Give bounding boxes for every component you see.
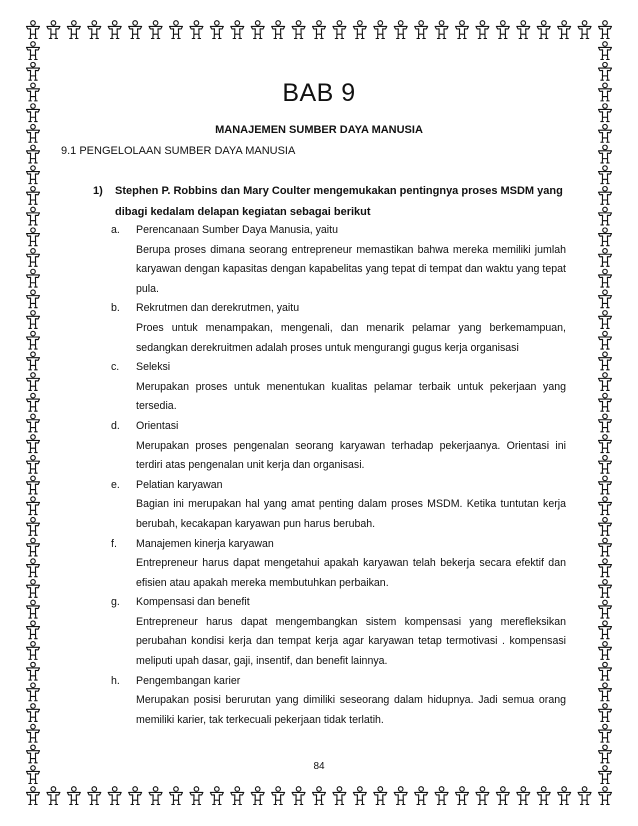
stick-figure-icon xyxy=(27,621,40,639)
item-marker: g. xyxy=(111,596,120,609)
list-item xyxy=(111,299,566,358)
stick-figure-icon xyxy=(496,787,509,805)
stick-figure-icon xyxy=(353,787,366,805)
stick-figure-icon xyxy=(374,21,387,39)
stick-figure-icon xyxy=(27,724,40,742)
stick-figure-icon xyxy=(599,187,612,205)
stick-figure-icon xyxy=(27,269,40,287)
stick-figure-icon xyxy=(88,21,101,39)
stick-figure-icon xyxy=(578,787,591,805)
stick-figure-icon xyxy=(558,787,571,805)
stick-figure-icon xyxy=(27,249,40,267)
item-title: Perencanaan Sumber Daya Manusia, yaitu xyxy=(136,224,338,236)
list-item xyxy=(111,672,566,731)
stick-figure-icon xyxy=(599,787,612,805)
stick-figure-icon xyxy=(210,21,223,39)
stick-figure-icon xyxy=(190,21,203,39)
item-marker: b. xyxy=(111,302,120,315)
list-item xyxy=(111,358,566,417)
stick-figure-icon xyxy=(27,662,40,680)
point-number: 1) xyxy=(93,185,103,197)
chapter-heading: BAB 9 xyxy=(282,79,356,107)
stick-figure-icon xyxy=(599,476,612,494)
stick-figure-icon xyxy=(231,21,244,39)
stick-figure-icon xyxy=(27,642,40,660)
stick-figure-icon xyxy=(435,787,448,805)
item-marker: e. xyxy=(111,478,120,491)
stick-figure-icon xyxy=(27,228,40,246)
item-marker: f. xyxy=(111,537,117,550)
stick-figure-icon xyxy=(292,787,305,805)
section-heading: 9.1 PENGELOLAAN SUMBER DAYA MANUSIA xyxy=(61,145,296,157)
stick-figure-icon xyxy=(517,787,530,805)
stick-figure-icon xyxy=(27,476,40,494)
item-description: Bagian ini merupakan hal yang amat penting dalam proses MSDM. Ketika tuntutan kerja berubah, kecakapan karyawan pun harus berubah. xyxy=(136,498,566,530)
stick-figure-icon xyxy=(496,21,509,39)
stick-figure-icon xyxy=(394,787,407,805)
stick-figure-icon xyxy=(599,662,612,680)
stick-figure-icon xyxy=(27,373,40,391)
stick-figure-icon xyxy=(27,331,40,349)
stick-figure-icon xyxy=(47,21,60,39)
stick-figure-icon xyxy=(27,517,40,535)
item-description: Merupakan proses untuk menentukan kualitas pelamar terbaik untuk pekerjaan yang tersedia. xyxy=(136,380,566,413)
stick-figure-icon xyxy=(27,145,40,163)
stick-figure-icon xyxy=(149,787,162,805)
item-description: Merupakan posisi berurutan yang dimiliki seseorang dalam hidupnya. Jadi semua orang memiliki karier, tak terkecuali pekerjaan tidak terlatih. xyxy=(136,694,566,726)
stick-figure-icon xyxy=(374,787,387,805)
stick-figure-icon xyxy=(599,269,612,287)
stick-figure-icon xyxy=(394,21,407,39)
stick-figure-icon xyxy=(599,393,612,411)
stick-figure-icon xyxy=(170,21,183,39)
stick-figure-icon xyxy=(456,787,469,805)
chapter-title: MANAJEMEN SUMBER DAYA MANUSIA xyxy=(215,124,423,136)
stick-figure-icon xyxy=(27,435,40,453)
stick-figure-icon xyxy=(27,683,40,701)
stick-figure-icon xyxy=(456,21,469,39)
stick-figure-icon xyxy=(537,787,550,805)
item-marker: h. xyxy=(111,674,120,687)
item-title: Pengembangan karier xyxy=(136,674,241,687)
stick-figure-icon xyxy=(149,21,162,39)
stick-figure-icon xyxy=(353,21,366,39)
stick-figure-icon xyxy=(27,21,40,39)
stick-figure-icon xyxy=(27,207,40,225)
stick-figure-icon xyxy=(599,497,612,515)
stick-figure-icon xyxy=(27,393,40,411)
item-description: Entrepreneur harus dapat mengembangkan sistem kompensasi yang merefleksikan perubahan kondisi kerja dan tempat kerja agar karyawan tetap termotivasi . kompensasi meliputi upah dasar, gaji, insentif, dan benefit lainnya. xyxy=(136,615,566,668)
stick-figure-icon xyxy=(129,787,142,805)
stick-figure-icon xyxy=(537,21,550,39)
stick-figure-icon xyxy=(578,21,591,39)
list-item xyxy=(111,476,566,535)
stick-figure-icon xyxy=(129,21,142,39)
stick-figure-icon xyxy=(599,559,612,577)
stick-figure-icon xyxy=(231,787,244,805)
stick-figure-icon xyxy=(476,787,489,805)
point-text: Stephen P. Robbins dan Mary Coulter mengemukakan pentingnya proses MSDM yang dibagi kedalam delapan kegiatan sebagai berikut xyxy=(115,185,563,218)
stick-figure-icon xyxy=(27,62,40,80)
activity-list xyxy=(111,221,566,730)
stick-figure-icon xyxy=(599,580,612,598)
stick-figure-icon xyxy=(333,787,346,805)
stick-figure-icon xyxy=(599,249,612,267)
stick-figure-icon xyxy=(272,787,285,805)
stick-figure-icon xyxy=(599,228,612,246)
stick-figure-icon xyxy=(599,642,612,660)
item-title: Pelatian karyawan xyxy=(136,478,223,491)
stick-figure-icon xyxy=(599,62,612,80)
stick-figure-icon xyxy=(599,145,612,163)
stick-figure-icon xyxy=(27,580,40,598)
stick-figure-icon xyxy=(67,21,80,39)
stick-figure-icon xyxy=(27,497,40,515)
list-item xyxy=(111,593,566,671)
stick-figure-icon xyxy=(599,331,612,349)
item-marker: a. xyxy=(111,224,120,236)
stick-figure-icon xyxy=(27,787,40,805)
stick-figure-icon xyxy=(599,311,612,329)
stick-figure-icon xyxy=(333,21,346,39)
stick-figure-icon xyxy=(558,21,571,39)
stick-figure-icon xyxy=(190,787,203,805)
item-title: Seleksi xyxy=(136,361,171,374)
stick-figure-icon xyxy=(599,207,612,225)
item-description: Entrepreneur harus dapat mengetahui apakah karyawan telah bekerja secara efektif dan efisien atau apakah mereka membutuhkan perbaikan. xyxy=(136,557,566,589)
stick-figure-icon xyxy=(27,704,40,722)
list-item xyxy=(111,221,566,299)
item-title: Manajemen kinerja karyawan xyxy=(136,537,274,550)
stick-figure-icon xyxy=(251,787,264,805)
stick-figure-icon xyxy=(599,538,612,556)
stick-figure-icon xyxy=(599,704,612,722)
stick-figure-icon xyxy=(599,724,612,742)
stick-figure-icon xyxy=(599,21,612,39)
stick-figure-icon xyxy=(251,21,264,39)
stick-figure-icon xyxy=(599,683,612,701)
stick-figure-icon xyxy=(599,166,612,184)
stick-figure-icon xyxy=(599,455,612,473)
stick-figure-icon xyxy=(599,373,612,391)
stick-figure-icon xyxy=(313,21,326,39)
stick-figure-icon xyxy=(27,538,40,556)
stick-figure-icon xyxy=(210,787,223,805)
stick-figure-icon xyxy=(272,21,285,39)
stick-figure-icon xyxy=(67,787,80,805)
list-item xyxy=(111,417,566,476)
page-number: 84 xyxy=(313,761,325,772)
point-1 xyxy=(93,181,573,223)
stick-figure-icon xyxy=(27,455,40,473)
stick-figure-icon xyxy=(476,21,489,39)
item-description: Berupa proses dimana seorang entrepreneur memastikan bahwa mereka memiliki jumlah karyawan dengan kapasitas dengan kapabelitas yang tepat di tempat dan waktu yang tepat pula. xyxy=(136,243,566,295)
stick-figure-icon xyxy=(108,21,121,39)
item-description: Proes untuk menampakan, mengenali, dan menarik pelamar yang berkemampuan, sedangkan derekruitmen adalah proses untuk mengurangi gugus kerja organisasi xyxy=(136,321,566,354)
item-title: Rekrutmen dan derekrutmen, yaitu xyxy=(136,302,300,315)
stick-figure-icon xyxy=(27,42,40,60)
stick-figure-icon xyxy=(170,787,183,805)
stick-figure-icon xyxy=(27,559,40,577)
item-title: Orientasi xyxy=(136,419,179,432)
stick-figure-icon xyxy=(517,21,530,39)
stick-figure-icon xyxy=(27,600,40,618)
stick-figure-icon xyxy=(47,787,60,805)
stick-figure-icon xyxy=(599,414,612,432)
stick-figure-icon xyxy=(415,21,428,39)
stick-figure-icon xyxy=(108,787,121,805)
stick-figure-icon xyxy=(27,187,40,205)
stick-figure-icon xyxy=(599,517,612,535)
stick-figure-icon xyxy=(599,290,612,308)
stick-figure-icon xyxy=(599,621,612,639)
stick-figure-icon xyxy=(599,352,612,370)
stick-figure-icon xyxy=(599,600,612,618)
stick-figure-icon xyxy=(27,414,40,432)
stick-figure-icon xyxy=(599,42,612,60)
stick-figure-icon xyxy=(415,787,428,805)
stick-figure-icon xyxy=(599,435,612,453)
stick-figure-icon xyxy=(27,352,40,370)
stick-figure-icon xyxy=(27,290,40,308)
item-marker: c. xyxy=(111,361,120,374)
stick-figure-icon xyxy=(27,166,40,184)
item-title: Kompensasi dan benefit xyxy=(136,596,250,609)
item-description: Merupakan proses pengenalan seorang karyawan terhadap pekerjaanya. Orientasi ini terdiri atas pengenalan unit kerja dan organisasi. xyxy=(136,439,566,472)
stick-figure-icon xyxy=(27,311,40,329)
stick-figure-icon xyxy=(292,21,305,39)
item-marker: d. xyxy=(111,419,120,432)
stick-figure-icon xyxy=(435,21,448,39)
stick-figure-icon xyxy=(88,787,101,805)
stick-figure-icon xyxy=(313,787,326,805)
list-item xyxy=(111,535,566,594)
